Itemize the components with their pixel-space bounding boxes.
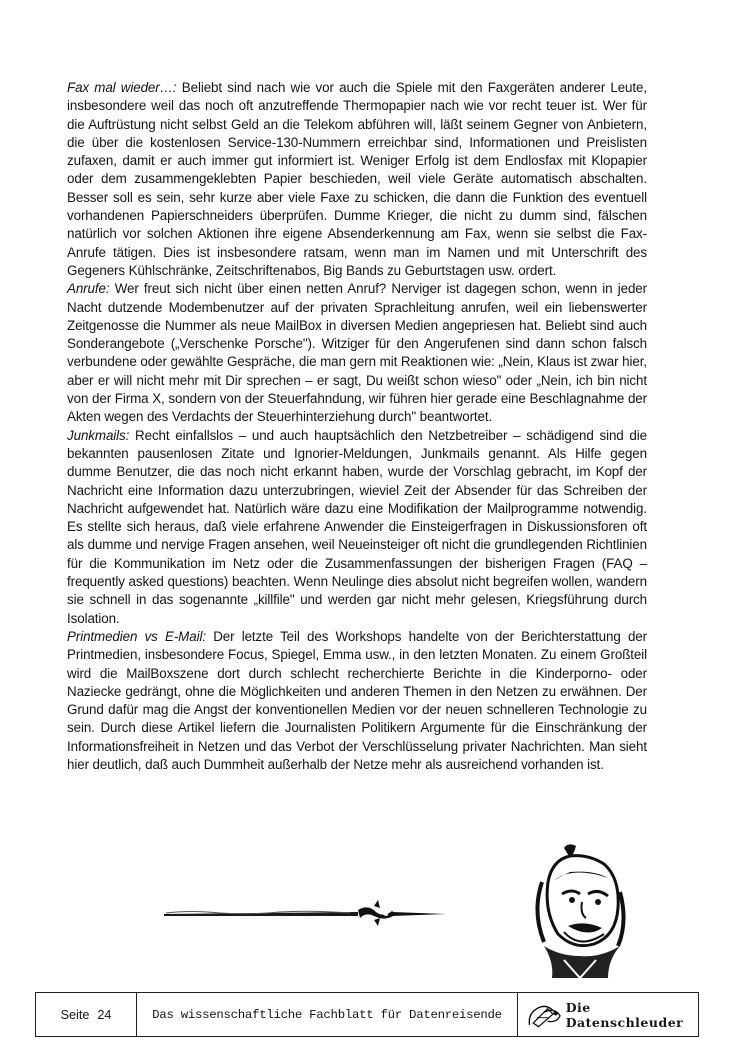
paragraph-lead: Junkmails: (67, 427, 130, 443)
page-footer (35, 992, 699, 1037)
paragraph-junkmails (67, 427, 647, 628)
paragraph-text: Wer freut sich nicht über einen netten Anruf? Nerviger ist dagegen schon, wenn in jeder Nacht dutzende Modembenutzer auf der privaten Sprachleitung anrufen, weil ein liebenswerter Zeitgenosse die Nummer als neue MailBox in diversen Medien angepriesen hat. Beliebt sind auch Sonderangebote („Verschenke Porsche"). Witziger für den Angerufenen sind dann schon falsch verbundene oder gewählte Gespräche, die man gern mit Reaktionen wie: „Nein, Klaus ist zwar hier, aber er will nicht mehr mit Dir sprechen – er sagt, Du weißt schon wieso" oder „Nein, ich bin nicht von der Firma X, sondern von der Steuerfahndung, wir führen hier gerade eine Beschlagnahme der Akten wegen des Verdachts der Steuerhinterziehung durch" beantwortet. (67, 281, 647, 425)
paragraph-lead: Anrufe: (67, 281, 110, 297)
footer-logo (518, 993, 698, 1036)
footer-publication-title (137, 993, 518, 1036)
paragraph-lead: Fax mal wieder…: (67, 80, 177, 95)
paragraph-text: Beliebt sind nach wie vor auch die Spiele mit den Faxgeräten anderer Leute, insbesondere weil das noch oft anzutreffende Thermopapier nach wie vor recht teuer ist. Wer für die Auftrüstung nicht selbst Geld an die Telekom abführen will, läßt seinem Gegner von Anbietern, die über die kostenlosen Service-130-Nummern erreichbar sind, Informationen und Preislisten zufaxen, damit er auch immer gut informiert ist. Weniger Erfolg ist dem Endlosfax mit Klopapier oder dem zusammengeklebten Papier beschieden, weil viele Geräte automatisch abschalten. Besser soll es sein, sehr kurze aber viele Faxe zu schicken, die dann die Funktion des eventuell vorhandenen Papierschneiders überprüfen. Dumme Krieger, die nicht zu dumm sind, fälschen natürlich vor solchen Aktionen ihre eigene Absenderkennung am Fax, wenn sie selbst die Fax-Anrufe tätigen. Dies ist insbesondere ratsam, wenn man im Namen und mit Unterschrift des Gegeners Kühlschränke, Zeitschriftenabos, Big Bands zu Geburtstagen usw. ordert. (67, 80, 647, 278)
paragraph-text: Der letzte Teil des Workshops handelte von der Berichterstattung der Printmedien, insbesondere Focus, Spiegel, Emma usw., in den letzten Monaten. Zu einem Großteil wird die MailBoxszene dort durch schlecht recherchierte Berichte in die Kinderporno- oder Naziecke gedrängt, ohne die Möglichkeiten und anderen Themen in den Netzen zu erwähnen. Der Grund dafür mag die Angst der konventionellen Medien vor der neuen schnelleren Technologie zu sein. Durch diese Artikel liefern die Journalisten Politikern Argumente für die Einschränkung der Informationsfreiheit in Netzen und das Verbot der Verschlüsselung privater Nachrichten. Man sieht hier deutlich, daß auch Dummheit außerhalb der Netze mehr als ausreichend vorhanden ist. (67, 628, 647, 772)
paragraph-lead: Printmedien vs E-Mail: (67, 628, 206, 644)
samurai-illustration (524, 842, 636, 980)
paragraph-text: Recht einfallslos – und auch hauptsächlich den Netzbetreiber – schädigend sind die bekannten pausenlosen Zitate und Ignorier-Meldungen, Junkmails genannt. Als Hilfe gegen dumme Benutzer, die das noch nicht erkannt haben, wurde der Vorschlag gebracht, im Kopf der Nachricht eine Information dazu unterzubringen, wieviel Zeit der Absender für das Schreiben der Nachricht aufgewendet hat. Natürlich wäre dazu eine Modifikation der Mailprogramme notwendig. Es stellte sich heraus, daß viele erfahrene Anwender die Einsteigerfragen in Diskussionsforen oft als dumme und nervige Fragen ansehen, weil Neueinsteiger oft nicht die grundlegenden Richtlinien für die Kommunikation im Netz oder die Zusammenfassungen der bisherigen Fragen (FAQ – frequently asked questions) beachten. Wenn Neulinge dies absolut nicht begreifen wollen, wandern sie schnell in das sogenannte „killfile" und werden gar nicht mehr gelesen, Kriegsführung durch Isolation. (67, 427, 647, 626)
logo-text: Die Datenschleuder (565, 999, 684, 1030)
page-number: 24 (97, 1007, 112, 1022)
paragraph-anrufe (67, 280, 647, 426)
chaos-knoten-logo-icon (526, 1000, 564, 1030)
article-body (67, 79, 647, 774)
sword-ornament (160, 898, 450, 928)
publication-title: Das wissenschaftliche Fachblatt für Datenreisende (152, 1007, 502, 1022)
footer-page-number (36, 993, 137, 1036)
page-label: Seite (60, 1007, 90, 1022)
paragraph-fax (67, 79, 647, 280)
paragraph-printmedien (67, 628, 647, 774)
